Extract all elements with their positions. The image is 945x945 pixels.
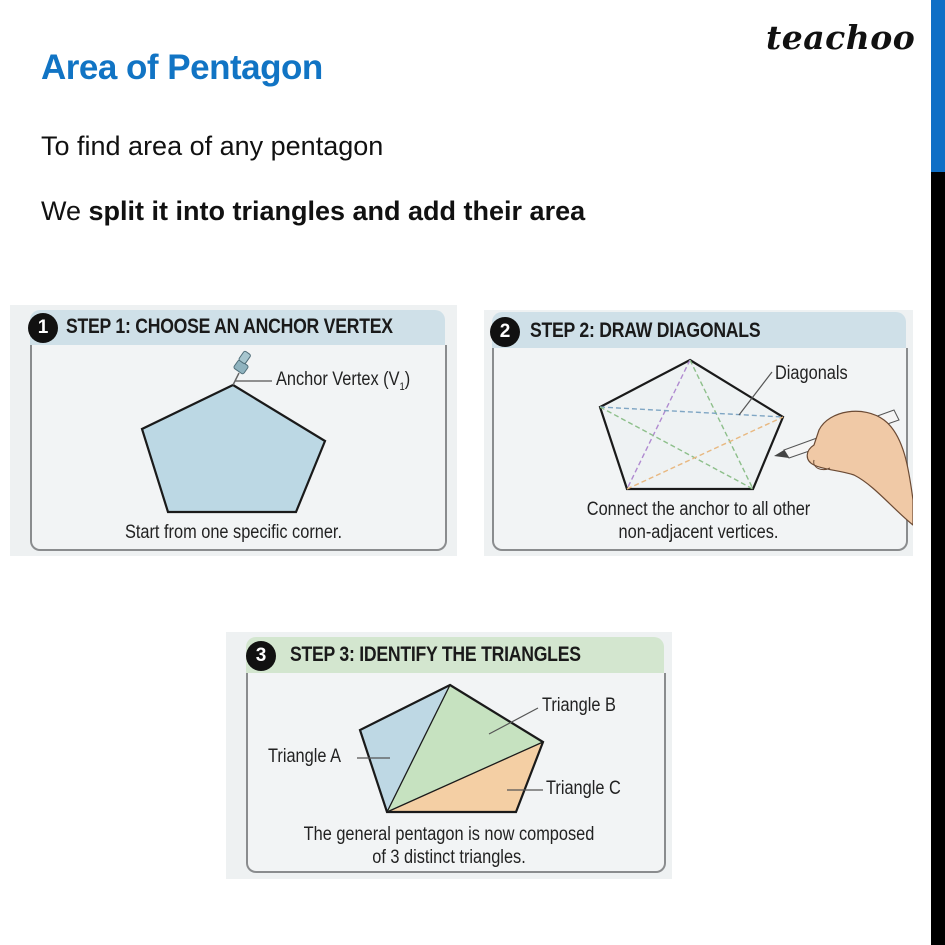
method-prefix: We: [41, 196, 89, 226]
side-accent-bar-blue: [931, 0, 945, 172]
triangle-b-label: Triangle B: [542, 695, 616, 716]
side-accent-bar-black: [931, 172, 945, 945]
step-2-title: STEP 2: DRAW DIAGONALS: [530, 319, 761, 342]
pushpin-icon: [233, 351, 251, 385]
method-text: [41, 196, 585, 227]
method-bold: split it into triangles and add their area: [88, 196, 586, 226]
triangle-a-label: Triangle A: [268, 746, 341, 767]
page-title: Area of Pentagon: [41, 48, 323, 87]
step-3-title: STEP 3: IDENTIFY THE TRIANGLES: [290, 643, 581, 666]
triangle-c-label: Triangle C: [546, 778, 621, 799]
step-2-caption-line-2: non-adjacent vertices.: [618, 522, 779, 543]
diagonals-label: Diagonals: [775, 363, 848, 384]
step-3-panel: [226, 632, 672, 879]
step-3-caption-line-2: of 3 distinct triangles.: [372, 847, 526, 868]
step-1-pentagon-diagram: [10, 305, 457, 556]
step-1-number-badge: 1: [28, 313, 58, 343]
step-3-number-badge: 3: [246, 641, 276, 671]
step-2-caption-line-1: Connect the anchor to all other: [586, 499, 811, 520]
anchor-vertex-label: Anchor Vertex $(V_1)$: [276, 369, 411, 393]
intro-text: To find area of any pentagon: [41, 131, 384, 161]
step-2-panel: [484, 310, 913, 556]
step-1-title: STEP 1: CHOOSE AN ANCHOR VERTEX: [66, 315, 393, 338]
step-3-caption-line-1: The general pentagon is now composed: [303, 824, 595, 845]
teachoo-logo: teachoo: [766, 18, 916, 57]
step-1-panel: [10, 305, 457, 556]
step-2-number-badge: 2: [490, 317, 520, 347]
step-1-caption: Start from one specific corner.: [124, 522, 343, 543]
